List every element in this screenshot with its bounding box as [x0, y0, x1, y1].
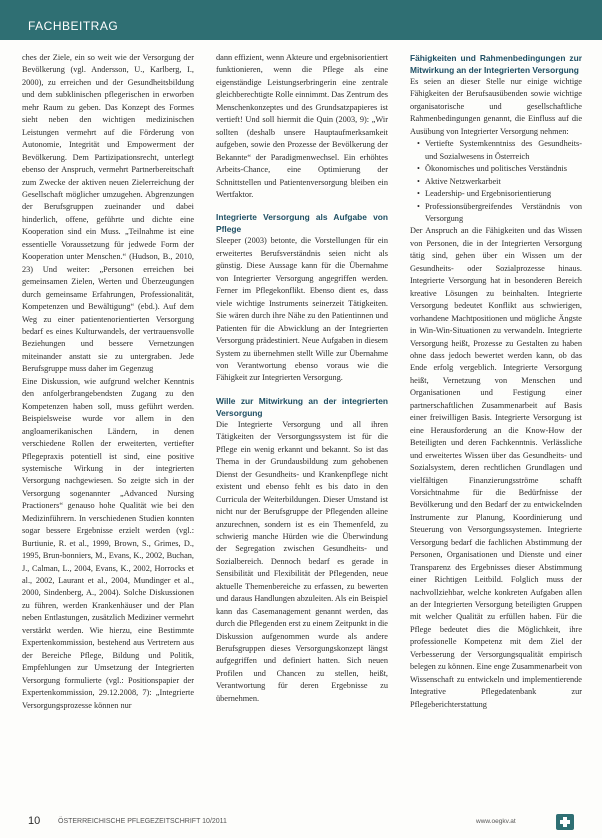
column-3	[410, 52, 582, 810]
page-number: 10	[28, 815, 41, 827]
paragraph: Es seien an dieser Stelle nur einige wichtige Fähigkeiten der Berufsausübenden sowie wichtige organisatorische und gesellschaftliche Rahmenbedingungen genannt, die Einfluss auf die Ausübung von Integrierter Versorgung nehmen:	[410, 77, 582, 136]
list-item: • Aktive Netzwerkarbeit	[418, 176, 582, 188]
paragraph: Die Integrierte Versorgung und all ihren Tätigkeiten der Versorgungssystem ist für die Pflege ein wenig erkannt und bekannt. So ist das Thema in der Grundausbildung zum gehobenen Dienst der Gesundheits- und Krankenpflege nicht existent und ebenso fehlt es bis dato in den Curricula der Weiterbildungen. Dieser Umstand ist nicht nur der Berufsgruppe der Pflegenden alleine anzurechnen, sondern ist es ein Themenfeld, zu schwierig manche Hürden wie die Überwindung der Segregation zwischen Gesundheits- und Sozialbereich. Dennoch bedarf es gerade in Sensibilität und Flexibilität der Pflegenden, neue aktuelle Themenbereiche zu erfassen, zu bewerten und daraus Handlungen abzuleiten. Als ein Beispiel kann das Casemanagement genannt werden, das durch die Pflegenden erst zu einem Zeitpunkt in die Diskussion aufgenommen wurde als andere Berufsgruppen dieses Versorgungskonzept längst aufgegriffen und definiert hatten. Sich neuen Profilen und Chancen zu stellen, heißt, Verantwortung für deren Ergebnisse zu übernehmen.	[216, 419, 388, 703]
paragraph: ches der Ziele, ein so weit wie der Versorgung der Bevölkerung (vgl. Andersson, U., Karlberg, I., 2000), zu erreichen und der Gesundheitsbildung und dem subklinischen pflegerischen in erworben mehr Raum zu geben. Das Konzept des Formes sieht neben den wichtigen medizinischen Leistungen vermehrt auf die Förderung von Autonomie, Integrität und Empowerment der Bevölkerung. Dem Partizipationsrecht, unterlegt ebenso der Anspruch, vermehrt Partnerbereitschaft zum Zwecke der aktiven neuen Zielerreichung der Gesellschaft möglicher umzugehen. Abgrenzungen der Berufsgruppen zueinander und dabei hinderlich, offene, geführte und dichte eine Kooperation sind ein Muss. „Teilnahme ist eine essentielle Voraussetzung für jedwede Form der Kooperation unter Menschen.“ (Hudson, B., 2010, 23) Und weiter: „Personen erreichen bei gemeinsamen Zielen, Werten und Überzeugungen durch gemeinsame Erfahrungen, Professionalität, Kompetenzen und Bewältigung“ (ebd.). Auf dem Weg zu einer patientenorientierten Versorgung bedarf es eines Kulturwandels, der vertrauensvolle Beziehungen und bessere Vernetzungen miteinander anstatt sie zu untergraben. Jede Berufsgruppe muss daher im Gegenzug	[22, 53, 194, 374]
header-band	[0, 0, 602, 40]
website-link[interactable]: www.oegkv.at	[476, 818, 516, 825]
article-body	[22, 52, 582, 810]
section-heading: Wille zur Mitwirkung an der integrierten Versorgung	[216, 395, 388, 418]
journal-title: ÖSTERREICHISCHE PFLEGEZEITSCHRIFT 10/2011	[58, 818, 227, 825]
oegkv-logo-icon	[556, 814, 574, 830]
paragraph: Der Anspruch an die Fähigkeiten und das Wissen von Personen, die in der Integrierten Versorgung tätig sind, gehen über ein Wissen um der Gesundheits- oder Sozialprozesse hinaus. Integrierte Versorgung hat in besonderen Bereich kreative Lösungen zu beinhalten. Integrierte Versorgung bedeutet Konflikt aus schwierigen, vorhandene Machtpositionen und mögliche Ängste in Win-Win-Situationen zu verwandeln. Integrierte Versorgung heißt, Prozesse zu Gestalten zu haben ohne dass jedoch bewertet werden kann, ob das Ende erfolg vergeblich. Integrierte Versorgung heißt, Vernetzung von Menschen und Organisationen und Festigung einer partnerschaftlichen Zusammenarbeit auf Basis einer freiwilligen Basis. Integrierte Versorgung ist eine Herausforderung an die Know-How der Beteiligten und deren Fachkenntnis. Verlässliche und erweitertes Wissen über das Gesundheits- und Sozialsystem, deren rechtlichen Grundlagen und vielfältigen Finanzierungsströme schafft Vorsichtnahme für die Bedürfnisse der Bevölkerung und den Bedarf der zu entwickelnden Instrumente zur Planung, Koordinierung und Steuerung von Versorgungssystemen. Integrierte Versorgung bedarf die fachlichen Abstimmung der Personen, Organisationen und Dienste und einer Transparenz des Ergebnisses dieser Abstimmung einer Richtigen Leitbild. Folglich muss der nachvollziehbar, welche konkreten Aufgaben allen an der Integrierten Versorgung beteiligten Gruppen mit welcher Qualität zu erfüllen haben. Für die Pflege bedeutet dies die Möglichkeit, ihre professionelle Kompetenz mit dem Ziel der Verbesserung der Versorgungsqualität empirisch belegen zu können. Eine enge Zusammenarbeit von Wissenschaft zu entwickeln und implementierende Integrative Pflegedatenbank zur Pflegeberichterstattung	[410, 226, 582, 709]
paragraph: dann effizient, wenn Akteure und ergebnisorientiert funktionieren, wenn die Pflege als eine eigenständige Leistungserbringerin eine zentrale gleichberechtigte Rolle einnimmt. Das Zentrum des Menschenkonzeptes und des Grundsatzpapieres ist vertieft! Und soll hiermit die Quin (2003, 9): „Wir sollten (deshalb unsere Hauptaufmerksamkeit aufgeben, sowie den Prozesse der Bevölkerung der Bekannte“ der Paradigmenwechsel. Ein erhöhtes Arbeits-Chance, eine Optimierung der Schnittstellen und Patientenversorgung bleiben ein Wertfaktor.	[216, 53, 388, 199]
list-item: • Vertiefte Systemkenntniss des Gesundheits- und Sozialwesens in Österreich	[418, 138, 582, 163]
page-footer	[0, 814, 602, 838]
bullet-list	[410, 138, 582, 225]
list-item: • Ökonomisches und politisches Verständnis	[418, 163, 582, 175]
list-item: • Professionsübergreifendes Verständnis von Versorgung	[418, 201, 582, 226]
list-item: • Leadership- und Ergebnisorientierung	[418, 188, 582, 200]
paragraph: Sleeper (2003) betonte, die Vorstellungen für ein erweitertes Berufsverständnis seien nicht als günstig. Diese Aussage kann für die Übernahme von Integrierter Versorgung angegriffen werden. Ferner im Pflegekonflikt. Ebenso dient es, dass viele wichtige Instruments seinerzeit Tätigkeiten. Sie wären durch ihre Nähe zu den Patientinnen und Patienten für die Abwicklung an der Integrierten Versorgung prädestiniert. Neue Aufgaben in diesem System zu übernehmen stellt Wille zur Übernahme von Verantwortung ebenso voraus wie die Fähigkeit zur Integrierten Versorgung.	[216, 236, 388, 383]
column-2	[216, 52, 388, 810]
section-heading: Fähigkeiten und Rahmenbedingungen zur Mitwirkung an der Integrierten Versorgung	[410, 53, 582, 75]
section-heading: Integrierte Versorgung als Aufgabe von Pflege	[216, 212, 388, 235]
spacer	[216, 201, 388, 211]
paragraph: Eine Diskussion, wie aufgrund welcher Kenntnis den anfolgerbrangebendsten Zugang zu den Kompetenzen haben soll, muss geführt werden. Beispielsweise wurde vor allem in den angloamerikanischen Ländern, in denen verschiedene Rollen der erweiterten, vertiefter Pflegepraxis potentiell ist sind, eine positive systemische Wirkung in der integrierten Versorgung nachgewiesen. So zeigte sich in der Versorgung sogenannter „Advanced Nursing Practioners“ genauso hohe Qualität wie bei den Medizinführern. In verschiedenen Studien konnten sogar bessere Ergebnisse erzielt werden (vgl.: Burtiunie, R. et al., 1999, Brown, S., Grimes, D., 1995, Brun-bonniers, M., Evans, K., 2002, Buchan, J., Calman, L., 2004, Evans, K., 2002, Horrocks et al., 2002, Laurant et al., 2004, Mundinger et al., 2000, Sindenberg, A., 2004). Solche Diskussionen zu führen, werden Krankenhäuser und der Plan neben Entlastungen, zusätzlich Mediziner vermehrt verstärkt werden. Wie hierzu, eine Bestimmte Expertenkommission, bestehend aus Vertretern aus der Bereiche Pflege, Bildung und Politik, Empfehlungen zur Umsetzung der Integrierten Versorgung formulierte (vgl.: Positionspapier der Expertenkommission, 29.12.2008, 7): „Integrierte Versorgungsprozesse können nur	[22, 376, 194, 710]
section-label: FACHBEITRAG	[28, 19, 119, 33]
spacer	[216, 385, 388, 395]
column-1	[22, 52, 194, 810]
